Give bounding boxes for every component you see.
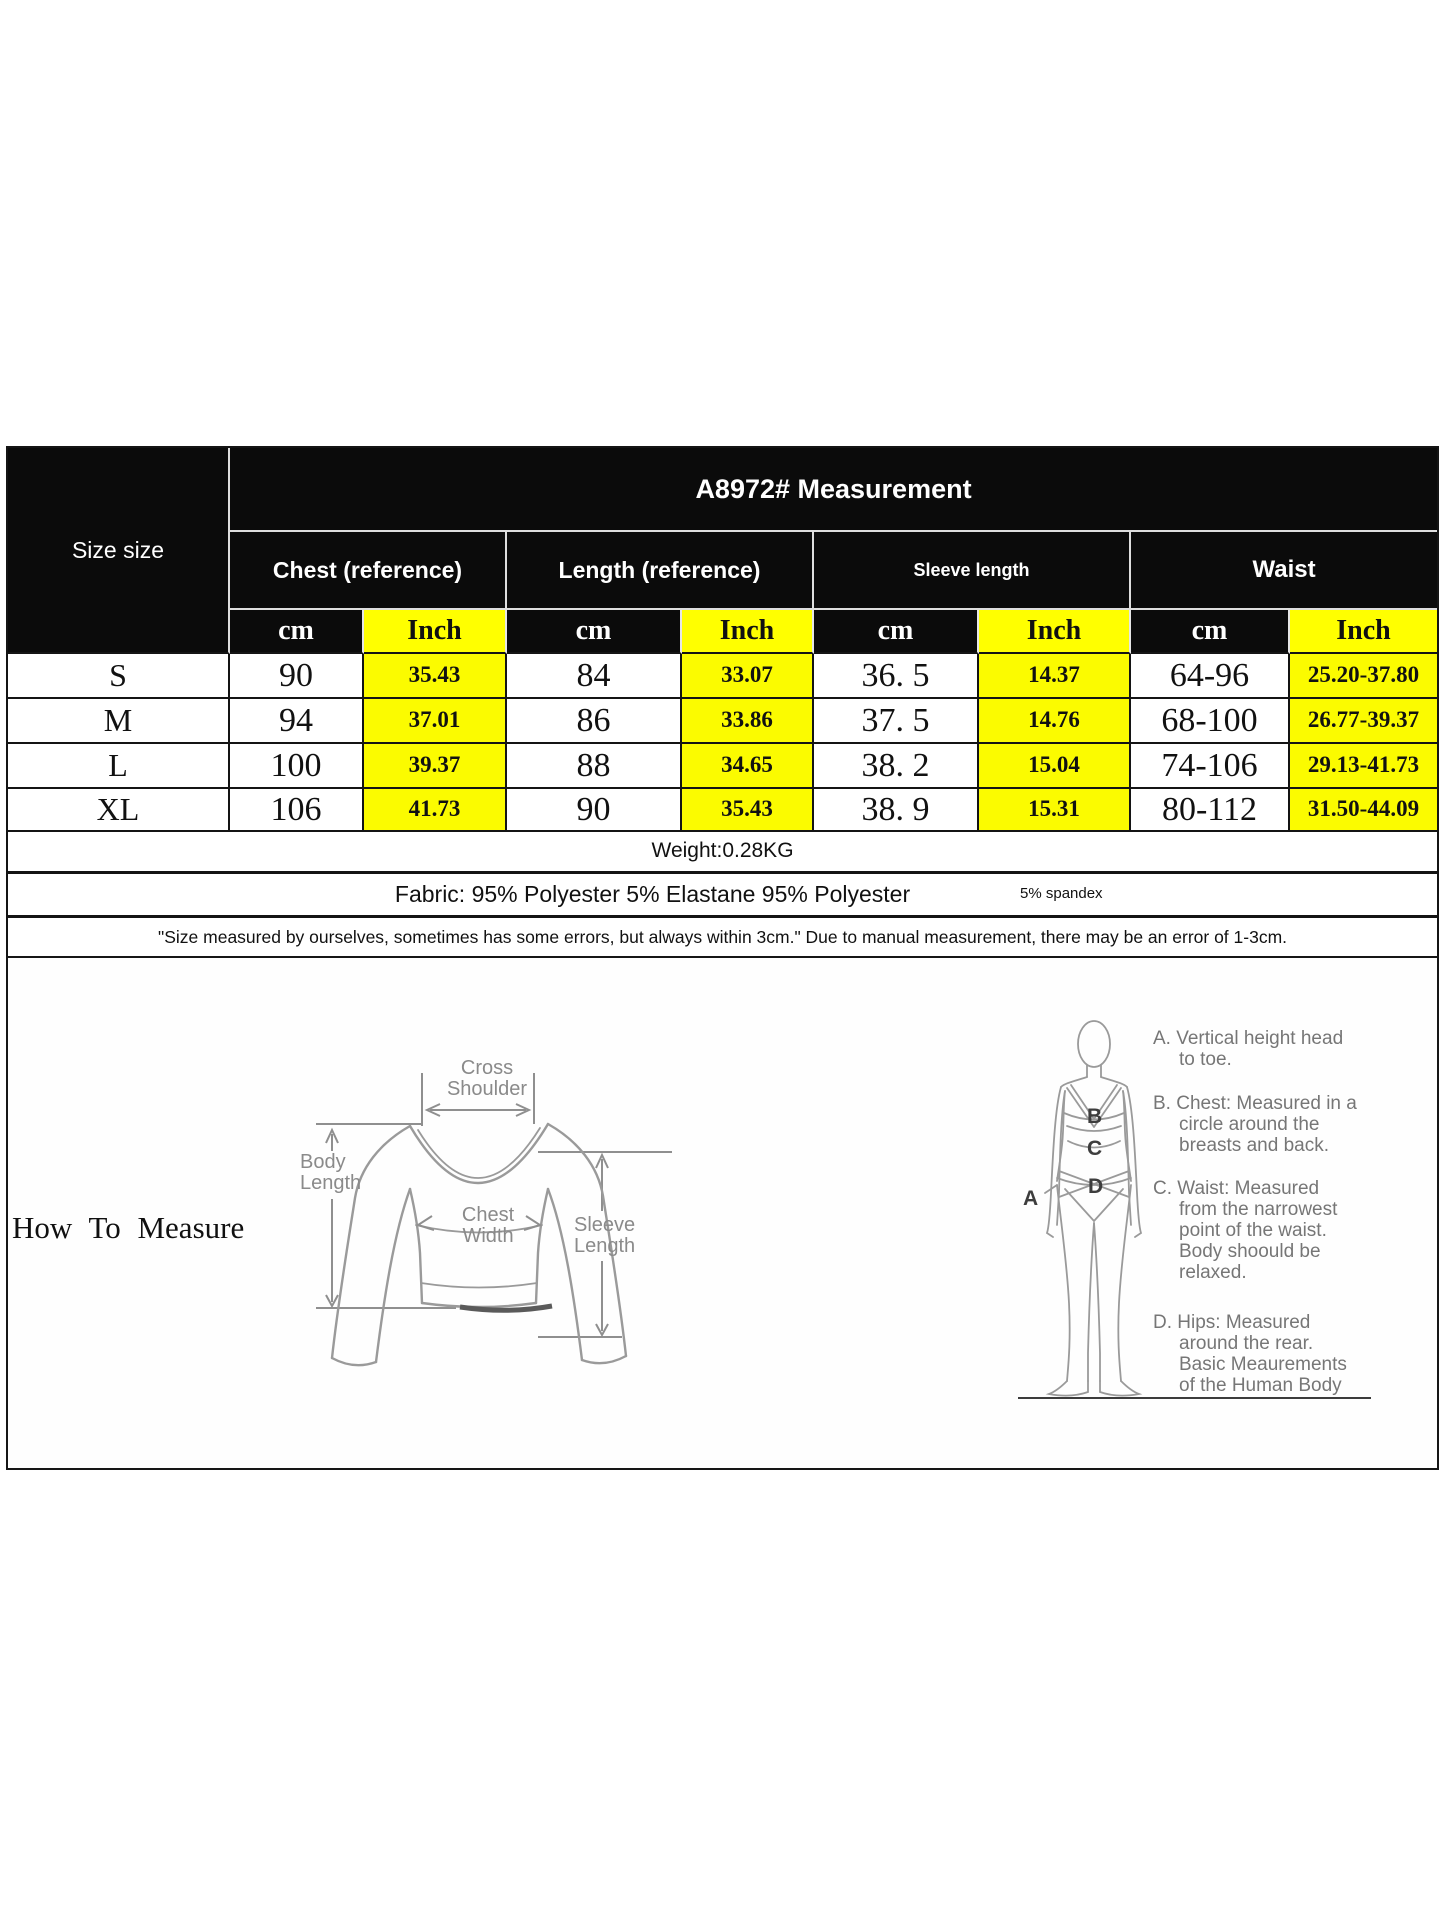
- group-header-sleeve: Sleeve length: [814, 532, 1131, 610]
- chest-cm-value: 106: [230, 789, 364, 832]
- body-outline: [1045, 1021, 1141, 1396]
- chest-inch-value: 35.43: [364, 654, 507, 699]
- chest-cm-value: 100: [230, 744, 364, 789]
- waist-inch-value: 25.20-37.80: [1290, 654, 1437, 699]
- sleeve-cm-value: 37. 5: [814, 699, 979, 744]
- length-inch-value: 33.07: [682, 654, 814, 699]
- mark-b: B: [1087, 1105, 1103, 1128]
- size-row-l: [8, 744, 1437, 789]
- fabric-note: Fabric: 95% Polyester 5% Elastane 95% Polyester: [394, 881, 911, 908]
- waist-cm-value: 68-100: [1131, 699, 1290, 744]
- weight-row: [8, 832, 1437, 874]
- chest-width-label: Chest Width: [461, 1204, 515, 1247]
- chest-inch-value: 39.37: [364, 744, 507, 789]
- fabric-note-small: 5% spandex: [1020, 885, 1103, 903]
- waist-inch-value: 29.13-41.73: [1290, 744, 1437, 789]
- size-label: M: [8, 699, 230, 744]
- weight-note: Weight:0.28KG: [8, 832, 1437, 874]
- figure-underline: [1018, 1397, 1371, 1399]
- instruction-d: D. Hips: Measured around the rear. Basic Meaurements of the Human Body: [1153, 1312, 1347, 1396]
- waist-cm-value: 80-112: [1131, 789, 1290, 832]
- length-inch-value: 33.86: [682, 699, 814, 744]
- body-figure-diagram: [1005, 1013, 1155, 1408]
- mark-d: D: [1088, 1175, 1104, 1198]
- length-inch-value: 35.43: [682, 789, 814, 832]
- body-length-label: Body Length: [300, 1151, 362, 1194]
- waist-cm-value: 74-106: [1131, 744, 1290, 789]
- length-cm-value: 90: [507, 789, 682, 832]
- unit-header-inch: Inch: [682, 610, 814, 654]
- disclaimer-text: "Size measured by ourselves, sometimes has some errors, but always within 3cm." Due to manual measurement, there may be an error of 1-3cm.: [8, 918, 1437, 958]
- how-to-measure-heading: How To Measure: [12, 1210, 245, 1245]
- unit-header-inch: Inch: [364, 610, 507, 654]
- instruction-a: A. Vertical height head to toe.: [1153, 1028, 1344, 1070]
- sleeve-inch-value: 15.31: [979, 789, 1131, 832]
- instruction-c: C. Waist: Measured from the narrowest point of the waist. Body shoould be relaxed.: [1153, 1178, 1338, 1283]
- instruction-b: B. Chest: Measured in a circle around the breasts and back.: [1153, 1093, 1357, 1156]
- waist-inch-value: 31.50-44.09: [1290, 789, 1437, 832]
- waist-inch-value: 26.77-39.37: [1290, 699, 1437, 744]
- chest-inch-value: 37.01: [364, 699, 507, 744]
- waist-cm-value: 64-96: [1131, 654, 1290, 699]
- chest-cm-value: 90: [230, 654, 364, 699]
- fabric-row: [8, 874, 1437, 918]
- size-chart: [6, 446, 1439, 958]
- unit-header-cm: cm: [814, 610, 979, 654]
- size-row-m: [8, 699, 1437, 744]
- length-cm-value: 88: [507, 744, 682, 789]
- length-cm-value: 84: [507, 654, 682, 699]
- table-title: A8972# Measurement: [230, 448, 1437, 532]
- size-label: XL: [8, 789, 230, 832]
- mark-c: C: [1087, 1137, 1103, 1160]
- sleeve-length-label: Sleeve Length: [574, 1214, 636, 1257]
- size-column-header: Size size: [8, 448, 230, 654]
- size-chart-table: [8, 448, 1437, 958]
- mark-a: A: [1023, 1187, 1039, 1210]
- length-inch-value: 34.65: [682, 744, 814, 789]
- group-header-chest: Chest (reference): [230, 532, 507, 610]
- sleeve-inch-value: 15.04: [979, 744, 1131, 789]
- length-cm-value: 86: [507, 699, 682, 744]
- sleeve-cm-value: 38. 2: [814, 744, 979, 789]
- group-header-waist: Waist: [1131, 532, 1437, 610]
- how-to-measure-section: [6, 956, 1439, 1470]
- sleeve-cm-value: 38. 9: [814, 789, 979, 832]
- sleeve-cm-value: 36. 5: [814, 654, 979, 699]
- size-label: S: [8, 654, 230, 699]
- cross-shoulder-label: Cross Shoulder: [446, 1057, 528, 1100]
- sleeve-inch-value: 14.37: [979, 654, 1131, 699]
- size-label: L: [8, 744, 230, 789]
- chest-inch-value: 41.73: [364, 789, 507, 832]
- unit-header-cm: cm: [507, 610, 682, 654]
- unit-header-inch: Inch: [979, 610, 1131, 654]
- size-row-s: [8, 654, 1437, 699]
- disclaimer-row: [8, 918, 1437, 958]
- group-header-length: Length (reference): [507, 532, 814, 610]
- unit-header-cm: cm: [1131, 610, 1290, 654]
- chest-cm-value: 94: [230, 699, 364, 744]
- sleeve-inch-value: 14.76: [979, 699, 1131, 744]
- size-row-xl: [8, 789, 1437, 832]
- unit-header-cm: cm: [230, 610, 364, 654]
- unit-header-inch: Inch: [1290, 610, 1437, 654]
